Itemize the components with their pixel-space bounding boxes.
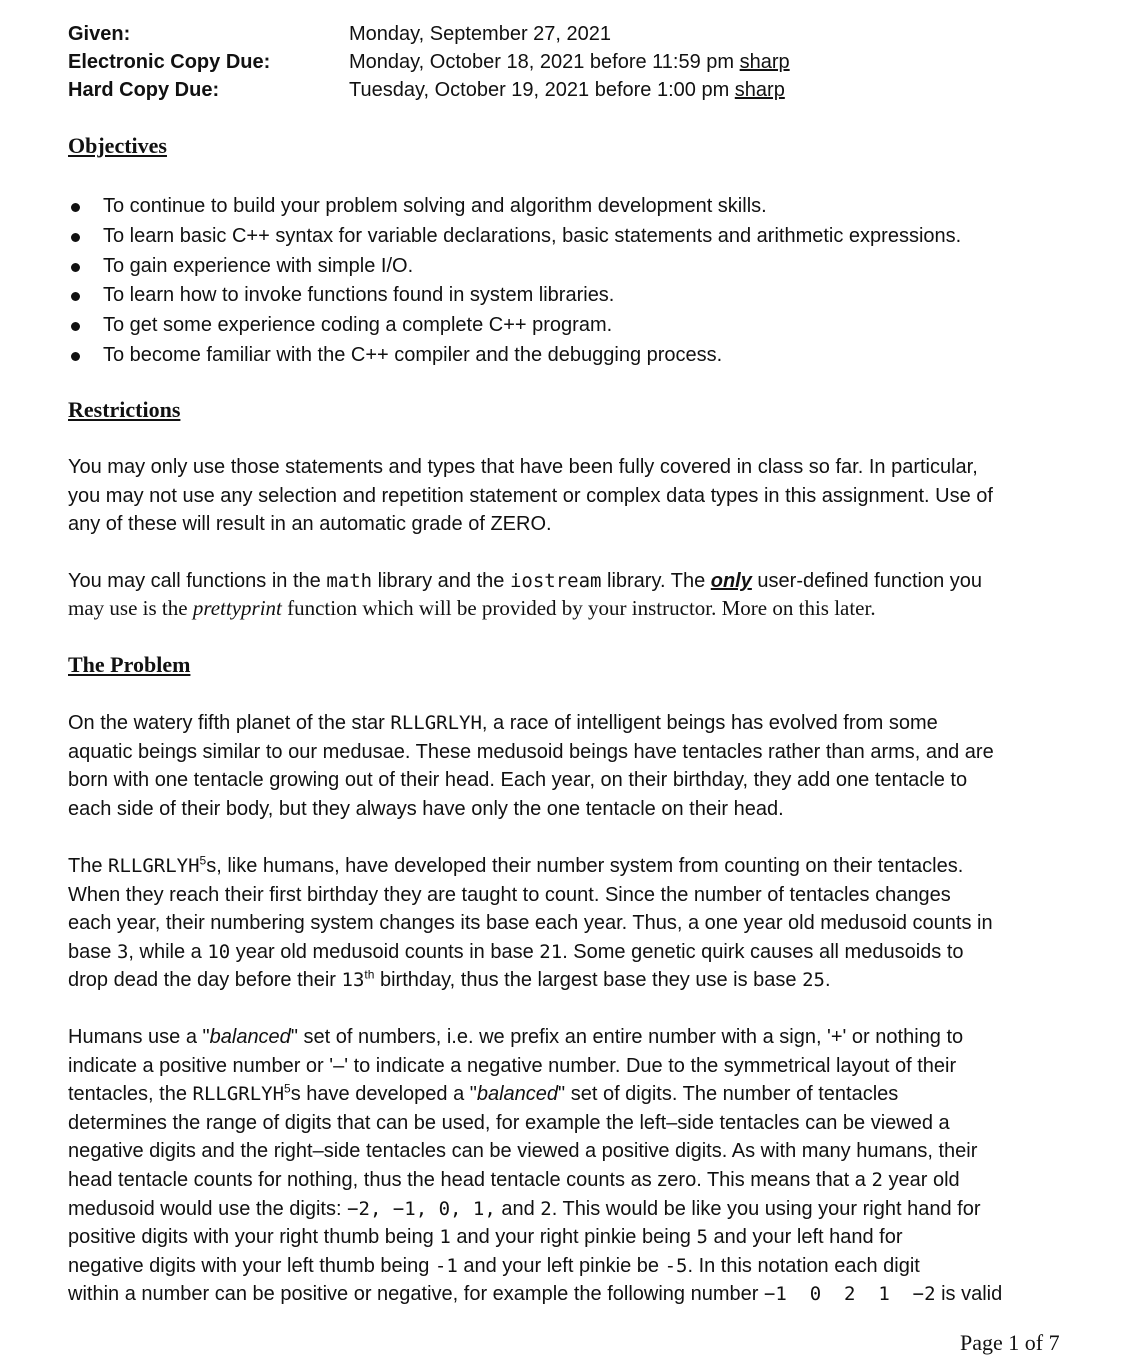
objectives-heading: Objectives — [68, 133, 167, 158]
text-line — [68, 852, 1068, 881]
superscript: 5 — [199, 853, 207, 868]
text-run: year old — [882, 1168, 960, 1191]
text-run: . — [824, 969, 831, 992]
text-run: base — [68, 940, 117, 963]
text-line: each side of their body, but they always have only the one tentacle on their head. — [68, 797, 784, 820]
bullet-icon — [71, 292, 80, 301]
list-item — [68, 252, 1068, 282]
balanced-emphasis: balanced — [476, 1083, 559, 1106]
only-emphasis: only — [710, 570, 752, 592]
objectives-list — [68, 192, 1068, 371]
objective-text: To gain experience with simple I/O. — [103, 254, 414, 277]
restrictions-paragraph-1 — [68, 453, 1068, 539]
objective-text: To learn how to invoke functions found in system libraries. — [103, 284, 615, 307]
text-run: negative digits with your left thumb being — [68, 1254, 435, 1277]
text-run: and your left hand for — [707, 1226, 903, 1249]
text-run: The — [68, 855, 109, 877]
text-run: and — [495, 1197, 541, 1220]
restrictions-heading: Restrictions — [68, 397, 181, 422]
text-line — [68, 966, 1068, 995]
code-value: −2, −1, 0, 1, — [347, 1197, 496, 1220]
bullet-icon — [71, 203, 80, 212]
balanced-emphasis: balanced — [209, 1026, 291, 1048]
text-line — [68, 1223, 1068, 1252]
text-run: and your left pinkie be — [457, 1254, 665, 1277]
text-run: , a race of intelligent beings has evolved from some — [481, 712, 938, 734]
text-line — [68, 938, 1068, 967]
text-run: . In this notation each digit — [687, 1254, 920, 1277]
code-value: 2 — [540, 1197, 552, 1220]
problem-heading: The Problem — [68, 652, 191, 677]
text-line: aquatic beings similar to our medusae. These medusoid beings have tentacles rather than arms, and are — [68, 740, 994, 763]
problem-paragraph-1 — [68, 709, 1068, 823]
text-line — [68, 595, 1068, 622]
text-run: tentacles, the — [68, 1083, 193, 1106]
text-run: medusoid would use the digits: — [68, 1197, 348, 1220]
code-value: −1 0 2 1 −2 — [763, 1283, 936, 1306]
given-label: Given: — [68, 23, 131, 45]
text-line — [68, 1080, 1068, 1109]
code-value: 2 — [871, 1168, 883, 1191]
list-item — [68, 192, 1068, 222]
electronic-due-date: Monday, October 18, 2021 before 11:59 pm — [349, 51, 735, 73]
objective-text: To get some experience coding a complete C++ program. — [103, 314, 613, 337]
objective-text: To learn basic C++ syntax for variable declarations, basic statements and arithmetic expressions. — [103, 224, 962, 247]
list-item — [68, 341, 1068, 371]
objective-text: To become familiar with the C++ compiler and the debugging process. — [103, 343, 723, 366]
text-run: and your right pinkie being — [450, 1226, 697, 1249]
text-run: " set of digits. The number of tentacles — [558, 1083, 899, 1106]
text-run: year old medusoid counts in base — [230, 940, 540, 963]
code-value: 1 — [439, 1226, 451, 1249]
text-line: negative digits and the right–side tentacles can be viewed a positive digits. As with many humans, their — [68, 1140, 978, 1163]
electronic-due-label: Electronic Copy Due: — [68, 51, 271, 73]
code-value: 3 — [116, 940, 129, 963]
code-value: 10 — [207, 940, 231, 963]
list-item — [68, 222, 1068, 252]
code-value: 25 — [802, 969, 825, 992]
hard-due-value — [349, 76, 785, 104]
page-number: Page 1 of 7 — [960, 1330, 1060, 1355]
text-line — [68, 1252, 1068, 1281]
bullet-icon — [71, 263, 80, 272]
code-value: 13 — [341, 969, 365, 992]
prettyprint-function-name: prettyprint — [192, 596, 282, 620]
given-value: Monday, September 27, 2021 — [349, 23, 612, 45]
electronic-due-sharp: sharp — [739, 51, 790, 73]
hard-due-label: Hard Copy Due: — [68, 79, 220, 101]
text-line: you may not use any selection and repetition statement or complex data types in this assignment. Use of — [68, 484, 993, 507]
code-value: -1 — [434, 1254, 458, 1277]
bullet-icon — [71, 352, 80, 361]
text-line: determines the range of digits that can be used, for example the left–side tentacles can be viewed a — [68, 1111, 950, 1134]
text-line: When they reach their first birthday they are taught to count. Since the number of tentacles changes — [68, 883, 951, 906]
text-run: positive digits with your right thumb being — [68, 1226, 440, 1249]
text-run: , while a — [128, 940, 208, 963]
list-item — [68, 281, 1068, 311]
text-run: function which will be provided by your instructor. More on this later. — [281, 596, 876, 620]
text-run: " set of numbers, i.e. we prefix an entire number with a sign, '+' or nothing to — [290, 1026, 964, 1048]
text-run: On the watery fifth planet of the star — [68, 712, 391, 734]
electronic-due-value — [349, 48, 790, 76]
code-value: -5 — [664, 1254, 688, 1277]
problem-paragraph-3 — [68, 1023, 1068, 1309]
text-run: birthday, thus the largest base they use is base — [374, 969, 803, 992]
text-run: Humans use a " — [68, 1026, 210, 1048]
list-item — [68, 311, 1068, 341]
text-run: library. The — [601, 570, 711, 592]
text-line — [68, 1166, 1068, 1195]
text-line: each year, their numbering system changes its base each year. Thus, a one year old medusoid counts in — [68, 912, 993, 935]
text-run: user-defined function you — [751, 570, 983, 592]
text-line — [68, 568, 1068, 595]
text-run: . Some genetic quirk causes all medusoids to — [562, 940, 964, 963]
code-value: 21 — [539, 940, 563, 963]
superscript: th — [364, 967, 375, 982]
text-line — [68, 1195, 1068, 1224]
math-library-name: math — [326, 570, 373, 592]
superscript: 5 — [284, 1081, 291, 1096]
text-run: . This would be like you using your right hand for — [551, 1197, 981, 1220]
text-line: You may only use those statements and types that have been fully covered in class so far. In particular, — [68, 456, 978, 478]
restrictions-paragraph-2 — [68, 568, 1068, 622]
text-line — [68, 1280, 1068, 1309]
hard-due-date: Tuesday, October 19, 2021 before 1:00 pm — [349, 79, 730, 101]
iostream-library-name: iostream — [509, 570, 602, 592]
star-name: RLLGRLYH — [390, 712, 482, 734]
text-run: may use is the — [68, 596, 193, 620]
text-line: any of these will result in an automatic grade of ZERO. — [68, 513, 552, 536]
hard-due-sharp: sharp — [734, 79, 785, 101]
bullet-icon — [71, 233, 80, 242]
text-run: is valid — [935, 1283, 1003, 1306]
text-run: within a number can be positive or negative, for example the following number — [68, 1283, 764, 1306]
objective-text: To continue to build your problem solving and algorithm development skills. — [103, 195, 767, 217]
bullet-icon — [71, 322, 80, 331]
star-name: RLLGRLYH — [108, 855, 200, 877]
text-run: head tentacle counts for nothing, thus the head tentacle counts as zero. This means that a — [68, 1168, 872, 1191]
text-run: s have developed a " — [290, 1083, 477, 1106]
text-line: indicate a positive number or '–' to indicate a negative number. Due to the symmetrical layout of their — [68, 1054, 957, 1077]
problem-paragraph-2 — [68, 852, 1068, 995]
text-run: drop dead the day before their — [68, 969, 342, 992]
text-line: born with one tentacle growing out of their head. Each year, on their birthday, they add one tentacle to — [68, 769, 968, 792]
text-line — [68, 709, 1068, 738]
text-run: library and the — [372, 570, 510, 592]
text-run: You may call functions in the — [68, 570, 327, 592]
star-name: RLLGRLYH — [192, 1083, 285, 1106]
text-run: s, like humans, have developed their number system from counting on their tentacles. — [206, 855, 964, 877]
code-value: 5 — [696, 1226, 708, 1249]
text-line — [68, 1023, 1068, 1052]
